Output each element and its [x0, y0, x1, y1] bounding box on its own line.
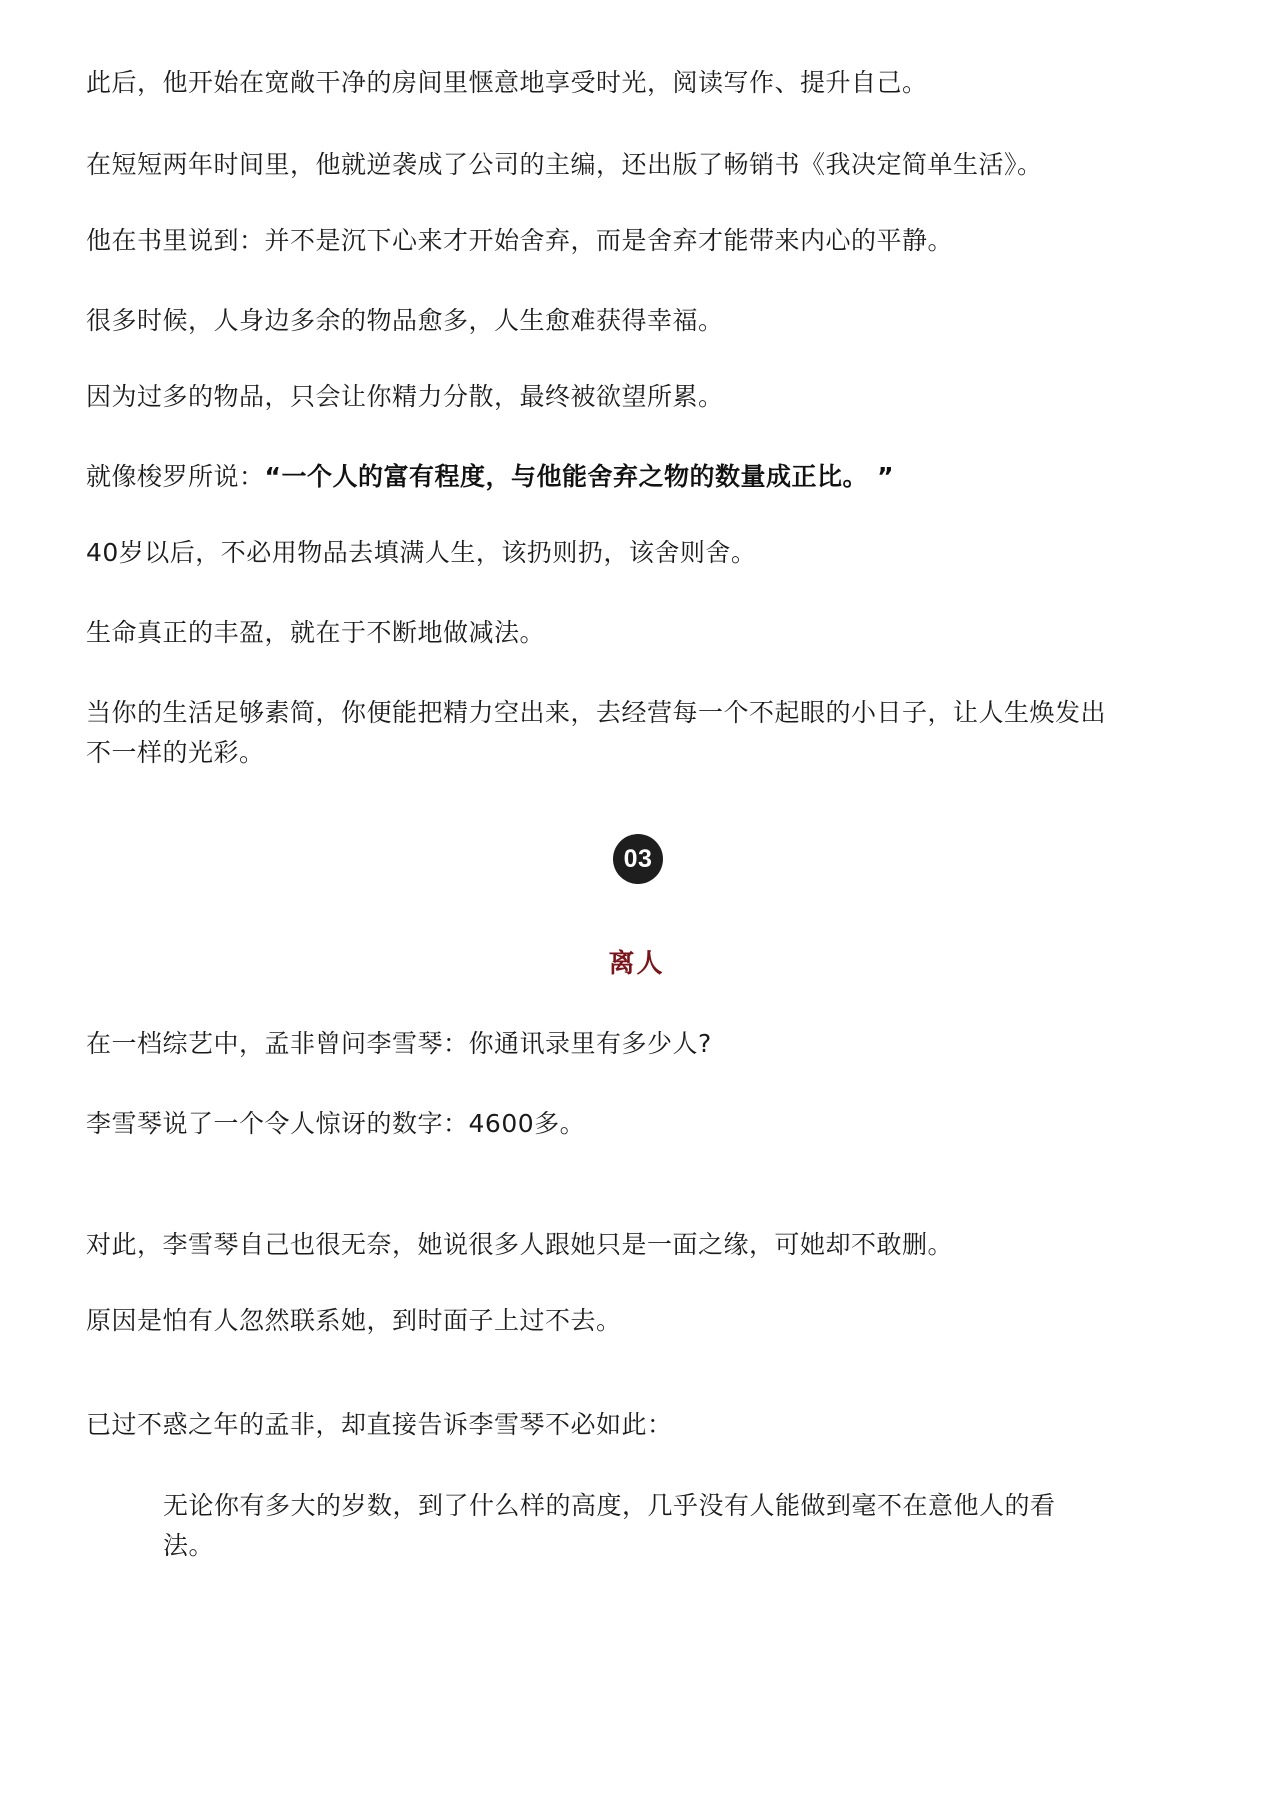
paragraph: 40岁以后，不必用物品去填满人生，该扔则扔，该舍则舍。 — [86, 538, 757, 567]
quote-lead: 就像梭罗所说： — [86, 462, 265, 491]
paragraph: 对此，李雪琴自己也很无奈，她说很多人跟她只是一面之缘，可她却不敢删。 — [86, 1230, 954, 1259]
paragraph: 李雪琴说了一个令人惊讶的数字：4600多。 — [86, 1109, 586, 1138]
thoreau-quote: “一个人的富有程度，与他能舍弃之物的数量成正比。 ” — [264, 462, 895, 491]
blockquote: 无论你有多大的岁数，到了什么样的高度，几乎没有人能做到毫不在意他人的看法。 — [163, 1491, 1056, 1560]
paragraph: 生命真正的丰盈，就在于不断地做减法。 — [86, 618, 546, 647]
paragraph: 在一档综艺中，孟非曾问李雪琴：你通讯录里有多少人? — [86, 1029, 712, 1058]
thoreau-quote-paragraph — [86, 457, 1186, 497]
section-title: 离人 — [608, 949, 665, 979]
section-number-badge: 03 — [613, 834, 663, 884]
paragraph: 此后，他开始在宽敞干净的房间里惬意地享受时光，阅读写作、提升自己。 — [86, 68, 928, 97]
paragraph: 当你的生活足够素简，你便能把精力空出来，去经营每一个不起眼的小日子，让人生焕发出 — [86, 698, 1107, 727]
paragraph: 在短短两年时间里，他就逆袭成了公司的主编，还出版了畅销书《我决定简单生活》。 — [86, 150, 1043, 179]
paragraph: 因为过多的物品，只会让你精力分散，最终被欲望所累。 — [86, 382, 724, 411]
paragraph: 原因是怕有人忽然联系她，到时面子上过不去。 — [86, 1306, 622, 1335]
paragraph: 很多时候，人身边多余的物品愈多，人生愈难获得幸福。 — [86, 306, 724, 335]
paragraph: 已过不惑之年的孟非，却直接告诉李雪琴不必如此： — [86, 1410, 673, 1439]
paragraph: 不一样的光彩。 — [86, 738, 265, 767]
paragraph: 他在书里说到：并不是沉下心来才开始舍弃，而是舍弃才能带来内心的平静。 — [86, 226, 954, 255]
